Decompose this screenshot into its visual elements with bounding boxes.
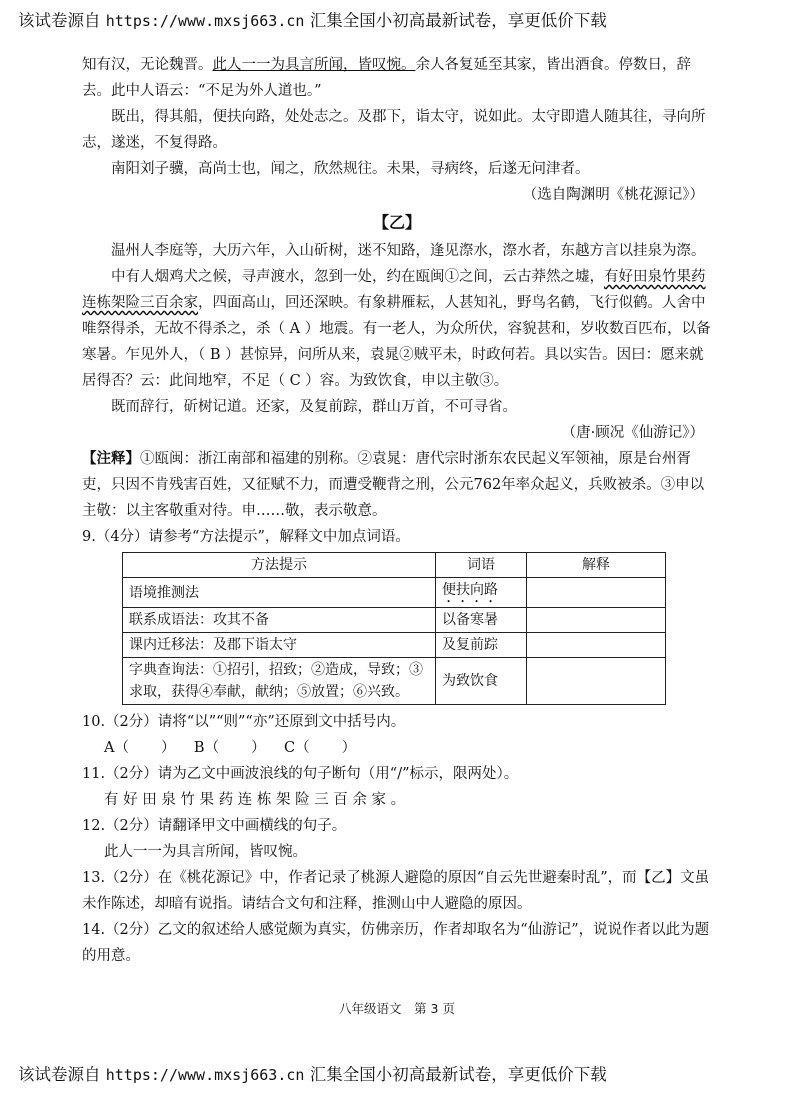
answer-cell[interactable] xyxy=(527,578,666,608)
banner-prefix: 该试卷源自 xyxy=(18,1065,101,1084)
banner-suffix: 汇集全国小初高最新试卷，享更低价下载 xyxy=(309,1065,607,1084)
question-9: 9.（4分）请参考“方法提示”，解释文中加点词语。 xyxy=(82,529,410,545)
annotation-notes: 【注释】①瓯闽：浙江南部和福建的别称。②袁晁：唐代宗时浙东农民起义军领袖，原是台州胥吏，只因不肯残害百姓，又征赋不力，而遭受鞭背之刑，公元762年率众起义，兵败被杀。③申以主敬：以主客敬重对待。申……敬，表示敬意。 xyxy=(82,450,705,519)
yi-heading: 【乙】 xyxy=(372,213,421,232)
jia-paragraph-2: 既出，得其船，便扶向路，处处志之。及郡下，诣太守，说如此。太守即遣人随其往，寻向所志，遂迷，不复得路。 xyxy=(82,109,706,151)
method-table xyxy=(122,552,666,705)
question-11-sentence: 有 好 田 泉 竹 果 药 连 栋 架 险 三 百 余 家 。 xyxy=(104,792,406,808)
yi-wavy-sentence: 有好田泉竹果药连栋架险三百余家 xyxy=(82,269,706,311)
table-header-method: 方法提示 xyxy=(123,553,436,578)
banner-url-link[interactable]: https://www.mxsj663.cn xyxy=(105,1066,305,1084)
yi-paragraph-1: 温州人李庭等，大历六年，入山斫树，迷不知路，逢见漈水，漈水者，东越方言以挂泉为漈。 xyxy=(111,243,706,259)
answer-cell[interactable] xyxy=(527,608,666,633)
table-row: 字典查询法：①招引，招致；②造成，导致；③求取，获得④奉献，献纳；⑤放置；⑥兴致。 为致饮食 xyxy=(123,658,666,705)
table-header-row xyxy=(123,553,666,578)
yi-paragraph-2: 中有人烟鸡犬之候，寻声渡水，忽到一处，约在瓯闽①之间，云古莽然之墟，有好田泉竹果药连栋架险三百余家，四面高山，回还深映。有象耕雁耘，人甚知礼，野鸟名鹤，飞行似鹤。人舍中唯祭得杀，无故不得杀之，杀（ A ）地震。有一老人，为众所伏，容貌甚和，岁收数百匹布，以备寒暑。乍见外人，（ B ）甚惊异，问所从来，袁晁②贼平未，时政何若。具以实告。因曰：愿来就居得否？云：此间地窄，不足（ C ）容。为致饮食，申以主敬③。 xyxy=(82,269,711,389)
question-13: 13.（2分）在《桃花源记》中，作者记录了桃源人避隐的原因“自云先世避秦时乱”，而【乙】文虽未作陈述，却暗有说指。请结合文句和注释，推测山中人避隐的原因。 xyxy=(82,870,710,912)
jia-paragraph-3: 南阳刘子骥，高尚士也，闻之，欣然规往。未果，寻病终，后遂无问津者。 xyxy=(111,161,590,177)
bottom-source-banner xyxy=(18,1061,607,1085)
table-row: 语境推测法 便扶向路 xyxy=(123,578,666,608)
question-11: 11.（2分）请为乙文中画波浪线的句子断句（用“/”标示，限两处）。 xyxy=(82,766,519,782)
page-footer: 八年级语文 第 3 页 xyxy=(339,1001,455,1016)
banner-url-link[interactable]: https://www.mxsj663.cn xyxy=(105,12,305,30)
table-header-word: 词语 xyxy=(436,553,527,578)
top-source-banner xyxy=(18,7,607,31)
answer-cell[interactable] xyxy=(527,658,666,705)
exam-page-content xyxy=(82,52,712,969)
question-10-blanks: A（ ） B（ ） C（ ） xyxy=(104,740,357,756)
table-row: 课内迁移法：及郡下诣太守 及复前踪 xyxy=(123,633,666,658)
table-header-answer: 解释 xyxy=(527,553,666,578)
table-row: 联系成语法：攻其不备 以备寒暑 xyxy=(123,608,666,633)
question-12-sentence: 此人一一为具言所闻，皆叹惋。 xyxy=(104,844,307,860)
jia-paragraph-1: 知有汉，无论魏晋。此人一一为具言所闻，皆叹惋。余人各复延至其家，皆出酒食。停数日，辞去。此中人语云：“不足为外人道也。” xyxy=(82,57,691,99)
yi-source: （唐·顾况《仙游记》） xyxy=(561,425,704,441)
question-14: 14.（2分）乙文的叙述给人感觉颇为真实，仿佛亲历，作者却取名为“仙游记”，说说作者以此为题的用意。 xyxy=(82,922,710,964)
jia-underlined-sentence: 此人一一为具言所闻，皆叹惋。 xyxy=(212,57,416,73)
yi-paragraph-3: 既而辞行，斫树记道。还家，及复前踪，群山万首，不可寻省。 xyxy=(111,399,517,415)
question-10: 10.（2分）请将“以”“则”“亦”还原到文中括号内。 xyxy=(82,714,406,730)
banner-prefix: 该试卷源自 xyxy=(18,11,101,30)
question-12: 12.（2分）请翻译甲文中画横线的句子。 xyxy=(82,818,347,834)
banner-suffix: 汇集全国小初高最新试卷，享更低价下载 xyxy=(309,11,607,30)
answer-cell[interactable] xyxy=(527,633,666,658)
jia-source: （选自陶渊明《桃花源记》） xyxy=(522,187,704,203)
